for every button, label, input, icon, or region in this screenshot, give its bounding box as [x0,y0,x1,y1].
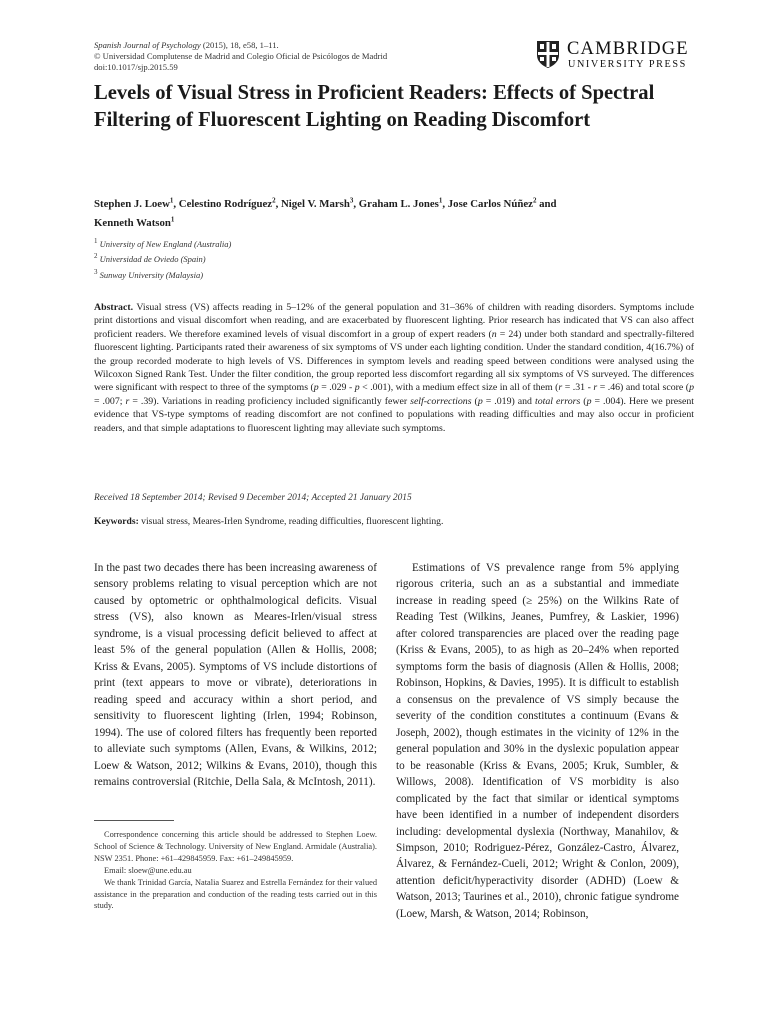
footnote-divider [94,820,174,821]
journal-citation [94,40,387,51]
author: Jose Carlos Núñez$^2$ and [447,196,557,210]
author: Stephen J. Loew$^1$, [94,196,179,210]
keywords-label: Keywords: [94,516,139,527]
abstract: Abstract. Visual stress (VS) affects reading in 5–12% of the general population and 31–36% of children with reading disorders. Symptoms include print distortions and visual discomfort when reading, and are exacerbated by fluorescent lighting. Prior research has indicated that VS can also affect proficient readers. We therefore examined levels of visual discomfort in a group of expert readers (n = 24) under both standard and spectrally-filtered fluorescent lighting. Participants rated their awareness of six symptoms of VS under each lighting condition. Under the standard condition, 4(16.7%) of the group recorded moderate to high levels of VS. Differences in symptom levels and reading speed between conditions were analysed using the Wilcoxon Signed Rank Test. Under the filter condition, the group reported less discomfort regarding all six symptoms of VS surveyed. The differences were significant with respect to three of the symptoms (p = .029 - p < .001), with a medium effect size in all of them (r = .31 - r = .46) and total score (p = .007; r = .39). Variations in reading proficiency included significantly fewer self-corrections (p = .019) and total errors (p = .004). Here we present evidence that VS-type symptoms of reading discomfort are not confined to populations with reading difficulties and may also occur in proficient readers, and that simple adaptations to fluorescent lighting may alleviate such symptoms. [94,302,694,434]
keywords-text: visual stress, Meares-Irlen Syndrome, reading difficulties, fluorescent lighting. [138,516,444,527]
received-dates: Received 18 September 2014; Revised 9 December 2014; Accepted 21 January 2015 [94,493,412,503]
body-text-left-column: In the past two decades there has been increasing awareness of sensory problems relating to visual perception which are not caused by optometric or ophthalmological deficits. Visual stress (VS), also known as Meares-Irlen/visual stress syndrome, is a visual processing deficit believed to affect at least 5% of the general population (Allen & Hollis, 2008; Kriss & Evans, 2005). Symptoms of VS include distortions of print (text appears to move or vibrate), deteriorations in reading speed and accuracy within a short period, and sensitivity to fluorescent lighting (Irlen, 1994; Robinson, 1994). The use of colored filters has frequently been reported to alleviate such symptoms (Allen, Evans, & Wilkins, 2012; Loew & Watson, 2012; Wilkins & Evans, 2010), though this remains controversial (Ritchie, Della Sala, & McIntosh, 2011). [94,562,377,789]
affiliation: $^3$ Sunway University (Malaysia) [94,267,204,280]
body-text-right-column: Estimations of VS prevalence range from 5% applying rigorous criteria, such an as a substantial and immediate increase in reading speed (≥ 25%) on the Wilkins Rate of Reading Test (Wilkins, Jeanes, Pumfrey, & Laskier, 1996) after colored transparencies are placed over the reading page (Kriss & Evans, 2005), to as high as 20–24% when reported symptoms form the basis of diagnosis (Allen & Hollis, 2008; Robinson, Hopkins, & Davies, 1995). It is difficult to establish a consensus on the prevalence of VS simply because the severity of the condition constitutes a continuum (Evans & Joseph, 2002), though estimates in the vicinity of 12% in the general population and 30% in the dyslexic population appear to be reasonable (Kriss & Evans, 2005; Kruk, Sumbler, & Willows, 2008). Identification of VS morbidity is also complicated by the fact that similar or identical symptoms have been identified in a number of independent disorders including: developmental dyslexia (Northway, Manahilov, & Simpson, 2010; Rodriguez-Pérez, González-Castro, Álvarez, Álvarez, & Fernández-Cueli, 2012; Wright & Conlon, 2009), attention deficit/hyperactivity disorder (ADHD) (Loew & Watson, 2013; Taurines et al., 2010), chronic fatigue syndrome (Loew, Marsh, & Watson, 2014; Robinson, [396,562,679,920]
article-title: Levels of Visual Stress in Proficient Readers: Effects of Spectral Filtering of Fluorescent Lighting on Reading Discomfort [94,82,655,131]
journal-name: Spanish Journal of Psychology [94,40,201,50]
publisher-name: CAMBRIDGE [567,39,689,59]
citation: (2015), 18, e58, 1–11. [202,40,279,50]
publisher-logo [536,38,689,74]
email-note: Email: sloew@une.edu.au [104,865,192,875]
author-list [94,193,694,231]
author: Kenneth Watson$^1$ [94,215,175,229]
affiliation: $^2$ Universidad de Oviedo (Spain) [94,252,206,265]
journal-header [94,40,387,73]
footnotes [94,829,377,912]
affiliation-list [94,235,231,281]
doi: doi:10.1017/sjp.2015.59 [94,62,178,72]
acknowledgement-note: We thank Trinidad García, Natalia Suarez and Estrella Fernández for their valued assistance in the preparation and conduction of the reading tests carried out in this study. [94,877,377,911]
correspondence-note: Correspondence concerning this article should be addressed to Stephen Loew. School of Science & Technology. University of New England. Armidale (Australia). NSW 2351. Phone: +61–429845959. Fax: +61–249845959. [94,830,377,863]
abstract-label: Abstract. [94,302,134,313]
author: Nigel V. Marsh$^3$, [280,196,359,210]
publisher-subname: UNIVERSITY PRESS [568,59,687,70]
author: Graham L. Jones$^1$, [358,196,448,210]
copyright: © Universidad Complutense de Madrid and Colegio Oficial de Psicólogos de Madrid [94,51,388,61]
author: Celestino Rodríguez$^2$, [178,196,281,210]
keywords [94,516,443,527]
affiliation: $^1$ University of New England (Australia) [94,237,232,249]
university-crest-icon [536,40,560,69]
